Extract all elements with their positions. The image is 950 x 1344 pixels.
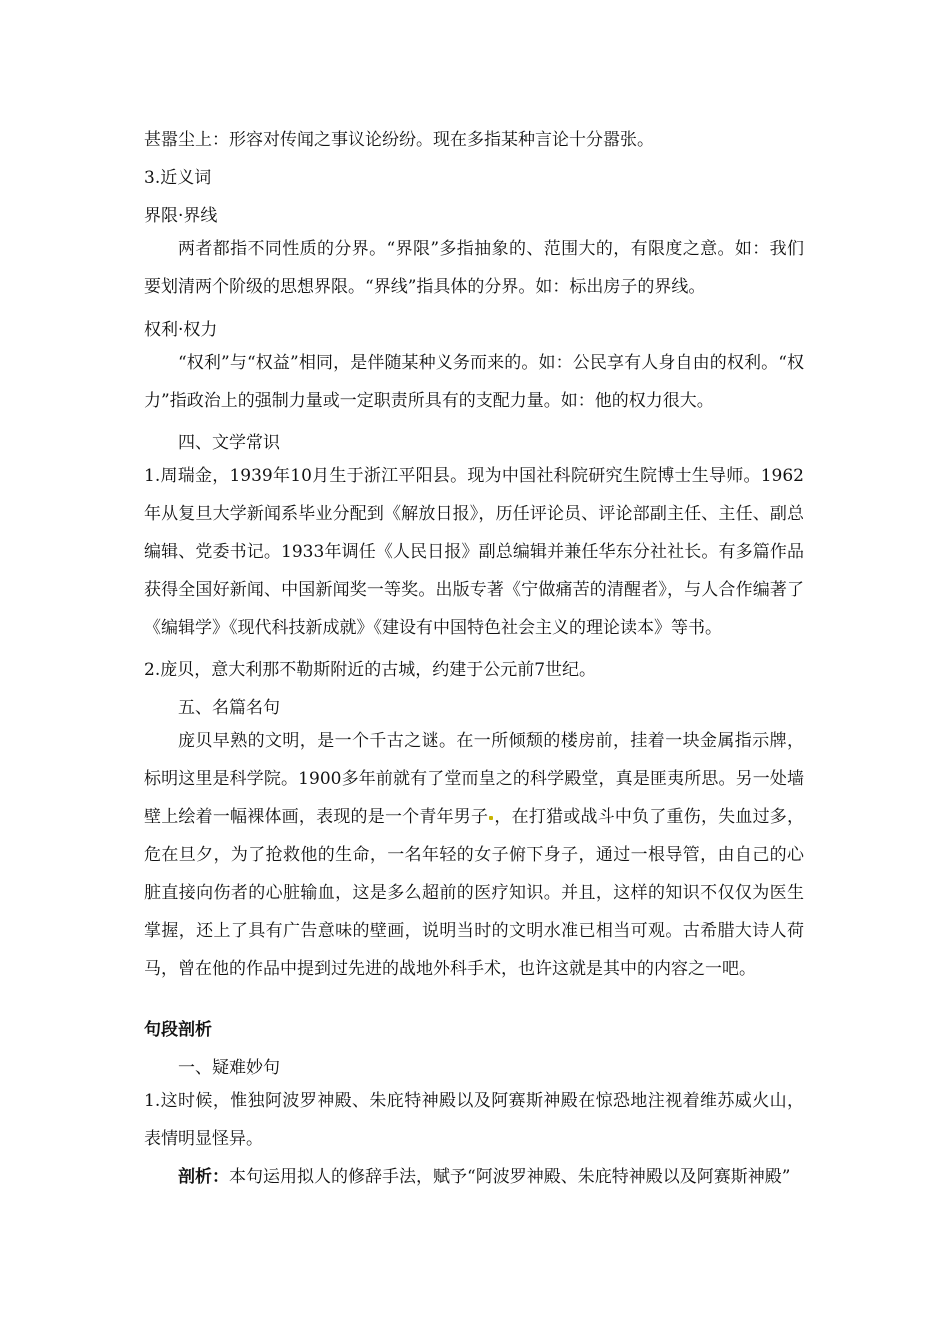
paragraph: 1.周瑞金，1939年10月生于浙江平阳县。现为中国社科院研究生院博士生导师。1962年从复旦大学新闻系毕业分配到《解放日报》，历任评论员、评论部副主任、主任、副总编辑、党委书记。1933年调任《人民日报》副总编辑并兼任华东分社社长。有多篇作品获得全国好新闻、中国新闻奖一等奖。出版专著《宁做痛苦的清醒者》，与人合作编著了《编辑学》《现代科技新成就》《建设有中国特色社会主义的理论读本》等书。: [144, 466, 804, 638]
section-heading: 一、疑难妙句: [178, 1058, 280, 1078]
analysis-label: 剖析：: [178, 1167, 229, 1187]
section-title: 句段剖析: [144, 1020, 212, 1040]
paragraph: “权利”与“权益”相同，是伴随某种义务而来的。如：公民享有人身自由的权利。“权力”指政治上的强制力量或一定职责所具有的支配力量。如：他的权力很大。: [144, 353, 804, 411]
paragraph-part: 本句运用拟人的修辞手法，赋予“阿波罗神殿、朱庇特神殿以及阿赛斯神殿”: [229, 1167, 791, 1187]
section-heading: 3.近义词: [144, 168, 212, 188]
section-heading: 四、文学常识: [178, 433, 280, 453]
highlight-mark: [489, 816, 493, 820]
term-heading: 界限·界线: [144, 206, 218, 226]
term-heading: 权利·权力: [144, 320, 218, 340]
paragraph: [144, 722, 804, 988]
text-line: 2.庞贝，意大利那不勒斯附近的古城，约建于公元前7世纪。: [144, 660, 597, 680]
paragraph: 两者都指不同性质的分界。“界限”多指抽象的、范围大的，有限度之意。如：我们要划清两个阶级的思想界限。“界线”指具体的分界。如：标出房子的界线。: [144, 239, 804, 297]
section-heading: 五、名篇名句: [178, 698, 280, 718]
paragraph: 1.这时候，惟独阿波罗神殿、朱庇特神殿以及阿赛斯神殿在惊恐地注视着维苏威火山，表情明显怪异。: [144, 1091, 804, 1149]
paragraph: [144, 1158, 804, 1196]
paragraph-part: ，在打猎或战斗中负了重伤，失血过多，危在旦夕，为了抢救他的生命，一名年轻的女子俯下身子，通过一根导管，由自己的心脏直接向伤者的心脏输血，这是多么超前的医疗知识。并且，这样的知识不仅仅为医生掌握，还上了具有广告意味的壁画，说明当时的文明水准已相当可观。古希腊大诗人荷马，曾在他的作品中提到过先进的战地外科手术，也许这就是其中的内容之一吧。: [144, 807, 805, 979]
text-line: 甚嚣尘上：形容对传闻之事议论纷纷。现在多指某种言论十分嚣张。: [144, 130, 654, 150]
paragraph-part: 庞贝早熟的文明，是一个千古之谜。在一所倾颓的楼房前，挂着一块金属指示牌，标明这里是科学院。1900多年前就有了堂而皇之的科学殿堂，真是匪夷所思。另一处墙壁上绘着一幅裸体画，表现的是一个青年男子: [144, 731, 804, 827]
